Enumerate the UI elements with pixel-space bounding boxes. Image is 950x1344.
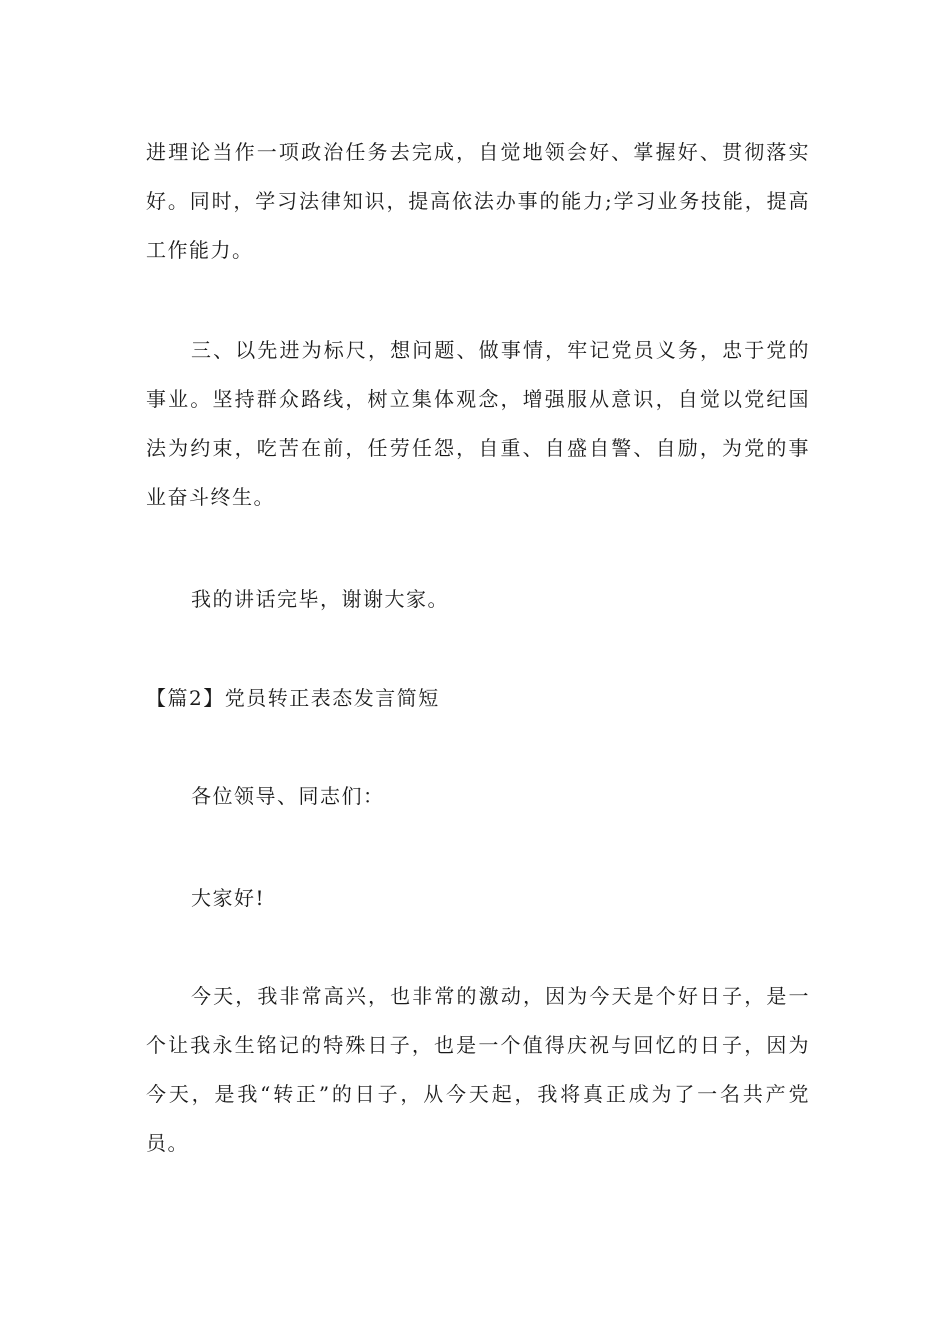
paragraph-today: 今天，我非常高兴，也非常的激动，因为今天是个好日子，是一个让我永生铭记的特殊日子，也是一个值得庆祝与回忆的日子，因为今天，是我“转正”的日子，从今天起，我将真正成为了一名共产党员。: [146, 984, 810, 1155]
paragraph-greeting-leaders: 各位领导、同志们：: [191, 784, 385, 808]
paragraph-continuation: 进理论当作一项政治任务去完成，自觉地领会好、掌握好、贯彻落实好。同时，学习法律知识，提高依法办事的能力;学习业务技能，提高工作能力。: [146, 140, 810, 262]
paragraph-section-three: 三、以先进为标尺，想问题、做事情，牢记党员义务，忠于党的事业。坚持群众路线，树立集体观念，增强服从意识，自觉以党纪国法为约束，吃苦在前，任劳任怨，自重、自盛自警、自励，为党的事业奋斗终生。: [146, 338, 810, 509]
paragraph-closing: 我的讲话完毕，谢谢大家。: [191, 587, 449, 611]
paragraph-greeting-hello: 大家好!: [191, 886, 266, 910]
section-heading: 【篇2】党员转正表态发言简短: [146, 686, 440, 710]
